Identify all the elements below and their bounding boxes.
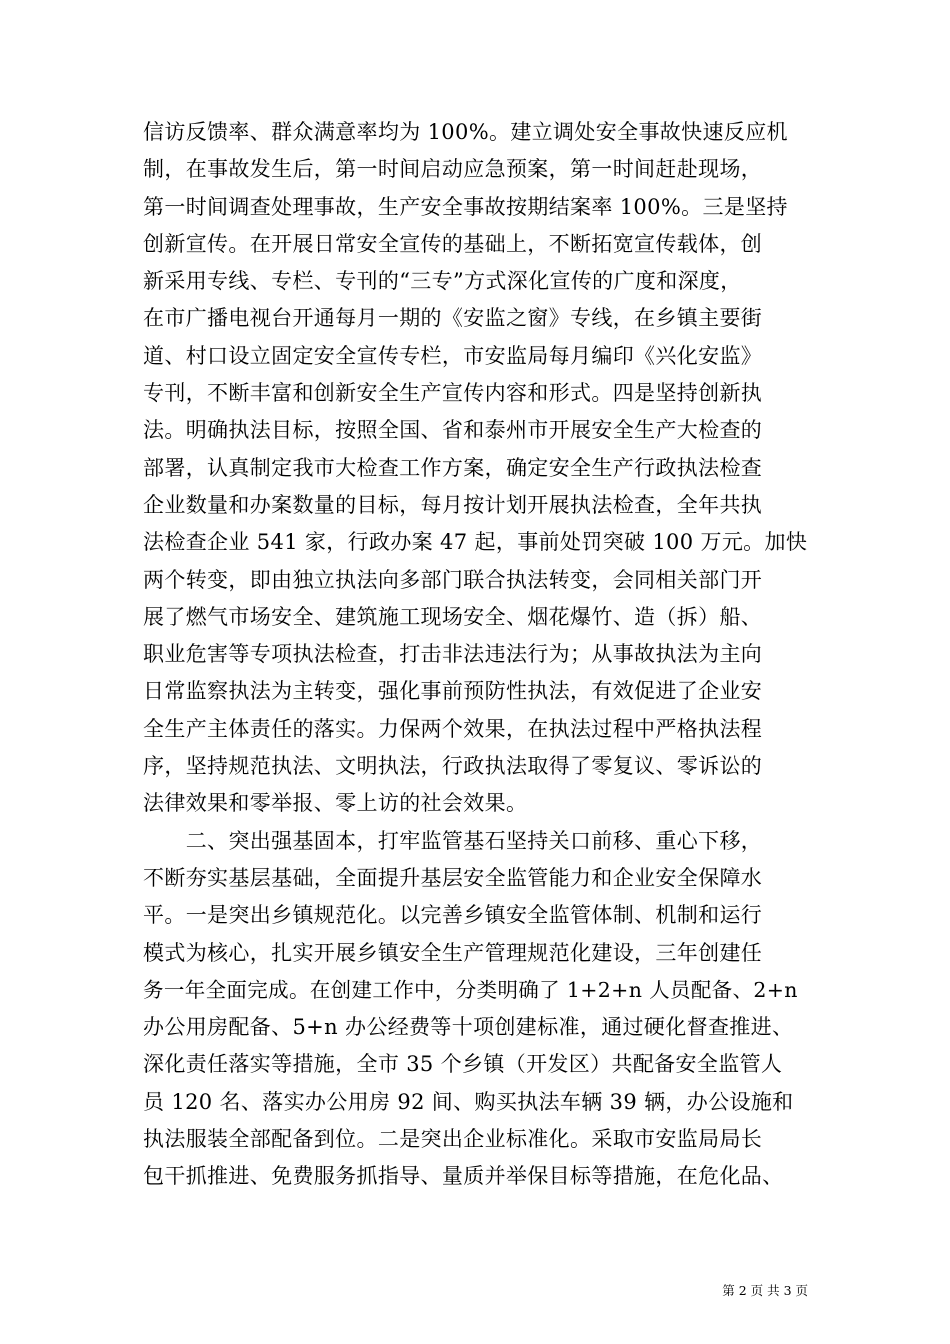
text-line: 新采用专线、专栏、专刊的“三专”方式深化宣传的广度和深度， [143, 269, 742, 294]
text-line: 职业危害等专项执法检查，打击非法违法行为；从事故执法为主向 [143, 642, 763, 667]
section-heading-line: 二、突出强基固本，打牢监管基石坚持关口前移、重心下移， [143, 828, 763, 853]
text-line: 全生产主体责任的落实。力保两个效果，在执法过程中严格执法程 [143, 716, 763, 741]
text-line: 务一年全面完成。在创建工作中，分类明确了 1+2+n 人员配备、2+n [143, 977, 798, 1002]
text-line: 不断夯实基层基础，全面提升基层安全监管能力和企业安全保障水 [143, 865, 763, 890]
text-line: 执法服装全部配备到位。二是突出企业标准化。采取市安监局局长 [143, 1127, 763, 1152]
text-line: 包干抓推进、免费服务抓指导、量质并举保目标等措施，在危化品、 [143, 1164, 784, 1189]
text-line: 两个转变，即由独立执法向多部门联合执法转变，会同相关部门开 [143, 567, 763, 592]
page-number-footer: 第 2 页 共 3 页 [722, 1283, 808, 1298]
text-line: 制，在事故发生后，第一时间启动应急预案，第一时间赶赴现场， [143, 157, 763, 182]
text-line: 道、村口设立固定安全宣传专栏，市安监局每月编印《兴化安监》 [143, 343, 763, 368]
text-line: 企业数量和办案数量的目标，每月按计划开展执法检查，全年共执 [143, 492, 763, 517]
text-line: 部署，认真制定我市大检查工作方案，确定安全生产行政执法检查 [143, 455, 763, 480]
text-line: 法。明确执法目标，按照全国、省和泰州市开展安全生产大检查的 [143, 418, 763, 443]
text-line: 展了燃气市场安全、建筑施工现场安全、烟花爆竹、造（拆）船、 [143, 604, 763, 629]
text-line: 法律效果和零举报、零上访的社会效果。 [143, 791, 528, 816]
text-line: 创新宣传。在开展日常安全宣传的基础上，不断拓宽宣传载体，创 [143, 231, 763, 256]
text-line: 员 120 名、落实办公用房 92 间、购买执法车辆 39 辆，办公设施和 [143, 1089, 794, 1114]
text-line: 模式为核心，扎实开展乡镇安全生产管理规范化建设，三年创建任 [143, 940, 763, 965]
text-line: 序，坚持规范执法、文明执法，行政执法取得了零复议、零诉讼的 [143, 754, 763, 779]
text-line: 深化责任落实等措施，全市 35 个乡镇（开发区）共配备安全监管人 [143, 1052, 783, 1077]
text-line: 法检查企业 541 家，行政办案 47 起，事前处罚突破 100 万元。加快 [143, 530, 808, 555]
text-line: 平。一是突出乡镇规范化。以完善乡镇安全监管体制、机制和运行 [143, 903, 763, 928]
text-line: 在市广播电视台开通每月一期的《安监之窗》专线，在乡镇主要街 [143, 306, 763, 331]
text-line: 办公用房配备、5+n 办公经费等十项创建标准，通过硬化督查推进、 [143, 1015, 794, 1040]
body-text [143, 114, 808, 1196]
text-line: 日常监察执法为主转变，强化事前预防性执法，有效促进了企业安 [143, 679, 763, 704]
text-line: 专刊，不断丰富和创新安全生产宣传内容和形式。四是坚持创新执 [143, 381, 763, 406]
text-line: 第一时间调查处理事故，生产安全事故按期结案率 100%。三是坚持 [143, 194, 788, 219]
text-line: 信访反馈率、群众满意率均为 100%。建立调处安全事故快速反应机 [143, 120, 788, 144]
